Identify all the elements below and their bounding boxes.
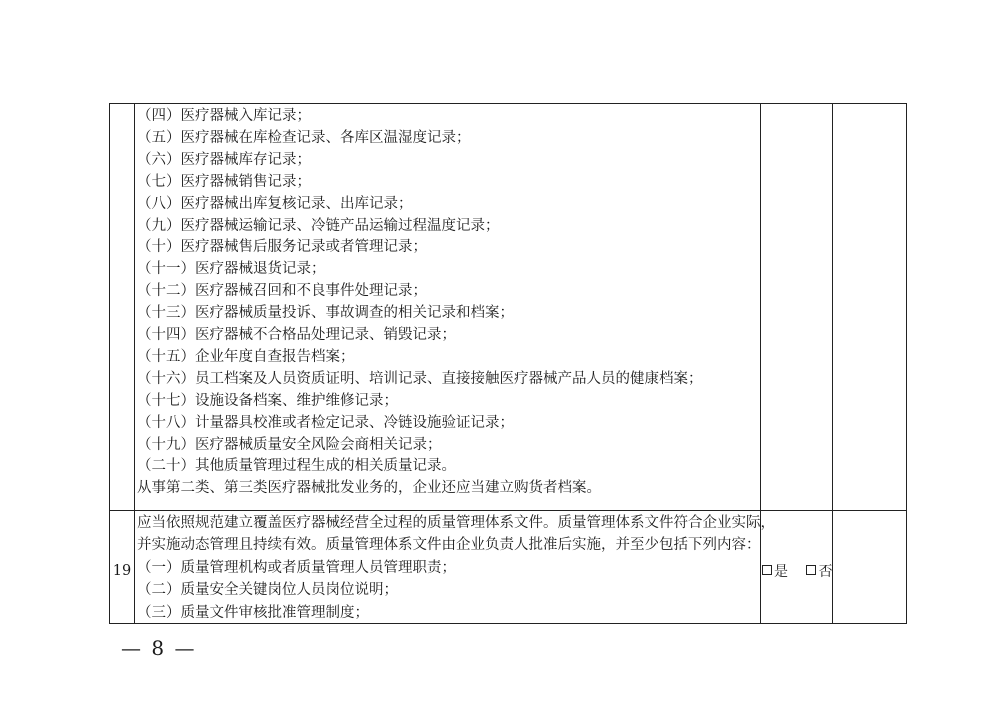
page-number: — 8 — bbox=[121, 636, 197, 660]
text-line: 应当依照规范建立覆盖医疗器械经营全过程的质量管理体系文件。质量管理体系文件符合企业实际， bbox=[137, 515, 775, 531]
yes-label: 是 bbox=[774, 564, 788, 580]
text-line: （四）医疗器械入库记录； bbox=[137, 108, 311, 124]
column-divider bbox=[134, 104, 135, 623]
text-line: （十九）医疗器械质量安全风险会商相关记录； bbox=[137, 436, 442, 453]
yes-checkbox[interactable] bbox=[762, 565, 772, 575]
text-line: （五）医疗器械在库检查记录、各库区温湿度记录； bbox=[137, 129, 471, 146]
text-line: （十六）员工档案及人员资质证明、培训记录、直接接触医疗器械产品人员的健康档案； bbox=[137, 370, 703, 387]
text-line: （七）医疗器械销售记录； bbox=[137, 173, 311, 190]
text-line: （八）医疗器械出库复核记录、出库记录； bbox=[137, 195, 413, 212]
text-line: （九）医疗器械运输记录、冷链产品运输过程温度记录； bbox=[137, 217, 500, 234]
row-divider bbox=[110, 510, 906, 511]
text-line: （十五）企业年度自查报告档案； bbox=[137, 348, 355, 365]
text-line: 并实施动态管理且持续有效。质量管理体系文件由企业负责人批准后实施，并至少包括下列内容： bbox=[137, 537, 761, 554]
text-line: （十八）计量器具校准或者检定记录、冷链设施验证记录； bbox=[137, 414, 514, 431]
yes-no-checkbox-group bbox=[762, 561, 834, 581]
row-number: 19 bbox=[112, 563, 132, 579]
no-label: 否 bbox=[818, 564, 833, 580]
text-line: （十七）设施设备档案、维护维修记录； bbox=[137, 392, 398, 409]
column-divider bbox=[832, 104, 833, 623]
text-line: （一）质量管理机构或者质量管理人员管理职责； bbox=[137, 559, 456, 576]
text-line: （十三）医疗器械质量投诉、事故调查的相关记录和档案； bbox=[137, 305, 514, 322]
text-line: （十）医疗器械售后服务记录或者管理记录； bbox=[137, 239, 427, 256]
no-checkbox[interactable] bbox=[806, 565, 816, 575]
text-line: 从事第二类、第三类医疗器械批发业务的，企业还应当建立购货者档案。 bbox=[137, 480, 601, 497]
text-line: （十一）医疗器械退货记录； bbox=[137, 261, 326, 278]
text-line: （二十）其他质量管理过程生成的相关质量记录。 bbox=[137, 458, 456, 475]
text-line: （六）医疗器械库存记录； bbox=[137, 151, 311, 168]
text-line: （三）质量文件审核批准管理制度； bbox=[137, 604, 369, 621]
text-line: （十四）医疗器械不合格品处理记录、销毁记录； bbox=[137, 327, 456, 343]
text-line: （二）质量安全关键岗位人员岗位说明； bbox=[137, 582, 398, 599]
requirements-table bbox=[109, 103, 907, 624]
text-line: （十二）医疗器械召回和不良事件处理记录； bbox=[137, 283, 427, 300]
